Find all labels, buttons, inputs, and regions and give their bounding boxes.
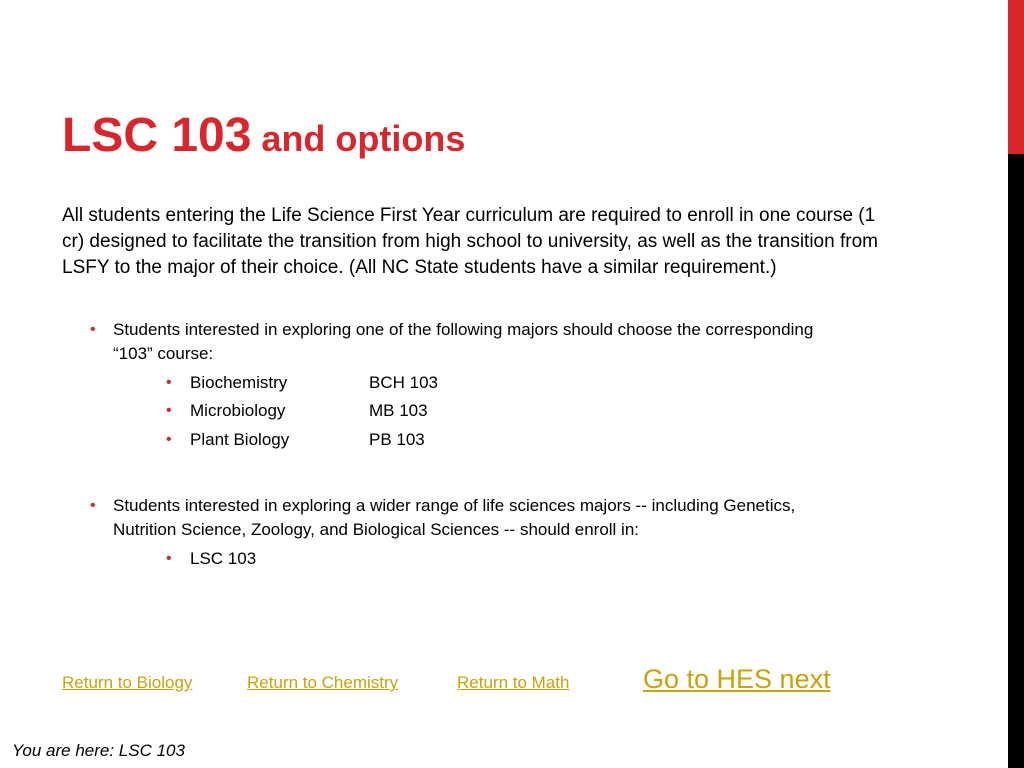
list-item [166,371,438,395]
bullet-icon: • [166,550,172,567]
intro-paragraph: All students entering the Life Science First Year curriculum are required to enroll in one course (1 cr) designed to facilitate the transition from high school to university, as well as the transition from LSFY to the major of their choice. (All NC State students have a similar requirement.) [62,205,878,278]
list-item [90,494,853,542]
bullet-text: Students interested in exploring one of the following majors should choose the corresponding “103” course: [113,320,814,363]
breadcrumb: You are here: LSC 103 [12,741,185,760]
accent-bar-red [1008,0,1024,154]
go-to-hes-next-link[interactable]: Go to HES next [643,664,831,694]
accent-bar-black [1008,154,1024,768]
course-name: LSC 103 [190,549,257,568]
major-name: Plant Biology [190,430,290,449]
bullet-icon: • [166,374,172,391]
bullet-text: Students interested in exploring a wider range of life sciences majors -- including Genetics, Nutrition Science, Zoology, and Biological Sciences -- should enroll in: [113,496,796,539]
course-code: BCH 103 [369,373,438,392]
bullet-icon: • [90,321,96,338]
major-name: Microbiology [190,401,286,420]
list-item [166,399,428,423]
return-to-biology-link[interactable]: Return to Biology [62,673,193,692]
title-main: LSC 103 [62,109,252,162]
course-code: MB 103 [369,401,428,420]
list-item [166,428,425,452]
return-to-math-link[interactable]: Return to Math [457,673,570,692]
return-to-chemistry-link[interactable]: Return to Chemistry [247,673,399,692]
course-code: PB 103 [369,430,425,449]
bullet-icon: • [166,431,172,448]
list-item [166,547,257,571]
title-rest: and options [251,118,466,159]
major-name: Biochemistry [190,373,288,392]
list-item [90,318,853,366]
bullet-icon: • [90,497,96,514]
bullet-icon: • [166,402,172,419]
